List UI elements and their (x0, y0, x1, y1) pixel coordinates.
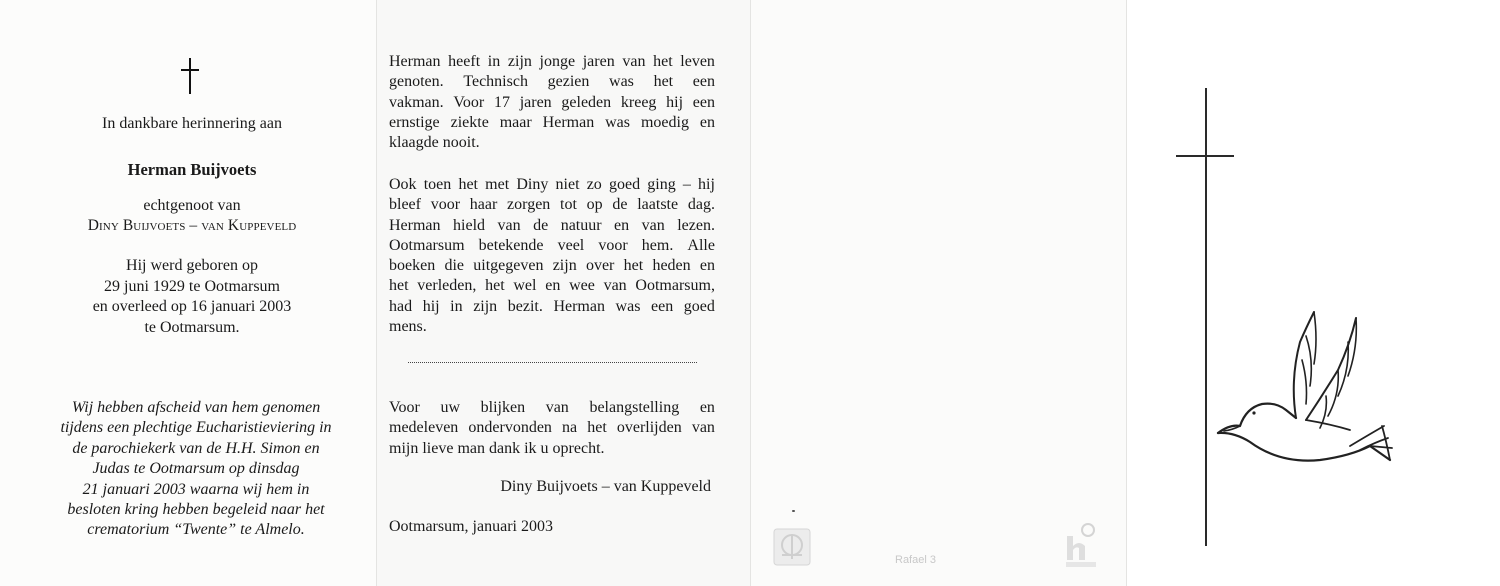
word: natuur (560, 216, 602, 234)
word: – (682, 176, 691, 193)
text-line (389, 236, 715, 256)
imprint-label: Rafael 3 (895, 554, 936, 566)
word: ernstige (389, 113, 440, 131)
word: man (457, 439, 485, 457)
fold-line (1126, 0, 1127, 586)
word: en (699, 257, 715, 275)
text-line (389, 195, 715, 215)
word: wel (513, 277, 537, 295)
word: jaren (519, 93, 552, 111)
word: 17 (493, 93, 510, 111)
word: hij (698, 176, 715, 193)
text-line (389, 398, 715, 418)
farewell-block (20, 398, 372, 541)
text-line (389, 93, 715, 113)
word: heden (652, 257, 691, 275)
bio-line: te Ootmarsum. (144, 318, 240, 336)
farewell-line: crematorium “Twente” te Almelo. (87, 521, 305, 539)
text-line (389, 52, 715, 72)
word: zorgen (507, 196, 551, 214)
word: gezien (547, 73, 590, 91)
word: het (458, 176, 478, 193)
word: en (699, 113, 715, 131)
word: en (699, 399, 715, 416)
dotted-divider (408, 362, 697, 363)
word: voor (430, 196, 461, 214)
word: heeft (448, 53, 481, 70)
word: van (603, 277, 627, 295)
deceased-name: Herman Buijvoets (127, 160, 257, 179)
word: tot (560, 196, 577, 214)
text-line (389, 276, 715, 296)
word: zo (586, 176, 602, 193)
cross-icon (181, 58, 199, 94)
word: in (450, 297, 463, 315)
word: van (691, 419, 715, 437)
text-line (389, 133, 715, 153)
word: betekende (478, 236, 544, 254)
text-line (389, 216, 715, 236)
word: Ook (389, 176, 417, 193)
word: zijn (507, 53, 532, 70)
paragraph-life (389, 52, 715, 153)
word: Alle (687, 236, 715, 254)
word: ziekte (450, 113, 489, 131)
word: verleden, (417, 277, 477, 295)
word: toen (423, 176, 452, 193)
word: een (692, 93, 715, 111)
word: en (545, 277, 561, 295)
word: hield (453, 216, 486, 234)
word: zijn (552, 257, 577, 275)
text-line (389, 317, 715, 337)
word: maar (499, 113, 532, 131)
word: goed (683, 297, 715, 315)
word: het (653, 53, 673, 70)
word: het (485, 277, 505, 295)
printer-logo-icon (773, 528, 811, 566)
word: kreeg (620, 93, 657, 111)
word: belangstelling (589, 399, 680, 416)
word: op (586, 196, 603, 214)
word: het (587, 419, 607, 437)
word: laatste (637, 196, 679, 214)
spouse-name: Diny Buijvoets – van Kuppeveld (87, 217, 297, 234)
farewell-line: Judas te Ootmarsum op dinsdag (92, 460, 300, 478)
word: de (612, 196, 628, 214)
text-line (389, 297, 715, 317)
word: Voor (453, 93, 485, 111)
word: dank (488, 439, 521, 457)
word: overlijden (616, 419, 682, 437)
paragraph-care (389, 175, 715, 337)
word: een (692, 73, 715, 91)
word: ging (647, 176, 676, 193)
farewell-line: tijdens een plechtige Eucharistieviering in (60, 419, 332, 437)
word: klaagde (389, 134, 439, 152)
word: boeken (389, 257, 436, 275)
word: van (545, 399, 569, 416)
word: oprecht. (552, 439, 605, 457)
word: over (585, 257, 615, 275)
text-line (389, 439, 715, 459)
word: die (444, 257, 464, 275)
paragraph-thanks (389, 398, 715, 459)
dove-icon (1210, 300, 1395, 485)
word: van (622, 53, 646, 70)
word: bezit. (507, 297, 543, 315)
word: hij (666, 93, 684, 111)
word: van (641, 216, 665, 234)
word: had (389, 297, 413, 315)
word: genoten. (389, 73, 444, 91)
spouse-label: echtgenoot van (143, 197, 241, 214)
word: het (389, 277, 409, 295)
word: in (487, 53, 501, 70)
word: uw (440, 399, 461, 416)
farewell-line: 21 januari 2003 waarna wij hem in (82, 480, 310, 498)
word: jonge (539, 53, 576, 70)
bio-line: Hij werd geboren op (126, 257, 258, 274)
text-line (389, 256, 715, 276)
bio-line: 29 juni 1929 te Ootmarsum (104, 277, 280, 295)
word: na (562, 419, 578, 437)
word: het (653, 73, 674, 91)
word: met (485, 176, 510, 193)
word: en (614, 216, 630, 234)
word: van (497, 216, 521, 234)
word: Herman (389, 216, 441, 234)
place-date: Ootmarsum, januari 2003 (389, 518, 553, 535)
word: Herman (542, 113, 595, 131)
word: hij (422, 297, 440, 315)
signature: Diny Buijvoets – van Kuppeveld (500, 478, 711, 495)
farewell-line: besloten kring hebben begeleid naar het (67, 501, 325, 519)
text-line (389, 175, 715, 195)
word: u (540, 439, 549, 457)
bio-block (0, 256, 384, 338)
word: Technisch (463, 73, 528, 91)
word: mens. (389, 318, 427, 336)
word: ik (524, 439, 537, 457)
word: Diny (516, 176, 549, 193)
paper-speck (792, 510, 795, 512)
word: was (615, 297, 641, 315)
word: Voor (389, 399, 420, 416)
word: was (609, 73, 634, 91)
word: was (605, 113, 631, 131)
intro-text: In dankbare herinnering aan (102, 115, 282, 132)
text-line (389, 113, 715, 133)
word: blijken (480, 399, 526, 416)
word: medeleven (389, 419, 459, 437)
farewell-line: de parochiekerk van de H.H. Simon en (72, 439, 320, 457)
word: uitgegeven (473, 257, 544, 275)
word: dag. (687, 196, 715, 214)
word: leven (680, 53, 715, 70)
word: veel (557, 236, 585, 254)
word: wee (569, 277, 595, 295)
word: lezen. (677, 216, 715, 234)
word: bleef (389, 196, 421, 214)
text-line (389, 72, 715, 92)
word: mijn (389, 439, 419, 457)
word: Ootmarsum, (635, 277, 715, 295)
word: vakman. (389, 93, 444, 111)
word: nooit. (442, 134, 480, 152)
word: voor (598, 236, 628, 254)
word: geleden (561, 93, 612, 111)
word: zijn (473, 297, 498, 315)
text-line (389, 418, 715, 438)
word: Ootmarsum (389, 236, 465, 254)
fold-line (750, 0, 751, 586)
word: moedig (640, 113, 689, 131)
publisher-logo-icon (1065, 522, 1097, 568)
word: het (623, 257, 644, 275)
word: jaren (582, 53, 615, 70)
word: haar (469, 196, 498, 214)
word: de (533, 216, 549, 234)
word: lieve (422, 439, 454, 457)
word: ondervonden (468, 419, 552, 437)
word: goed (608, 176, 641, 193)
word: Herman (553, 297, 605, 315)
word: een (651, 297, 674, 315)
panel-back (750, 0, 1126, 586)
farewell-line: Wij hebben afscheid van hem genomen (71, 399, 321, 416)
bio-line: en overleed op 16 januari 2003 (92, 298, 292, 315)
word: hem. (641, 236, 674, 254)
word: Herman (389, 53, 441, 70)
word: niet (555, 176, 580, 193)
